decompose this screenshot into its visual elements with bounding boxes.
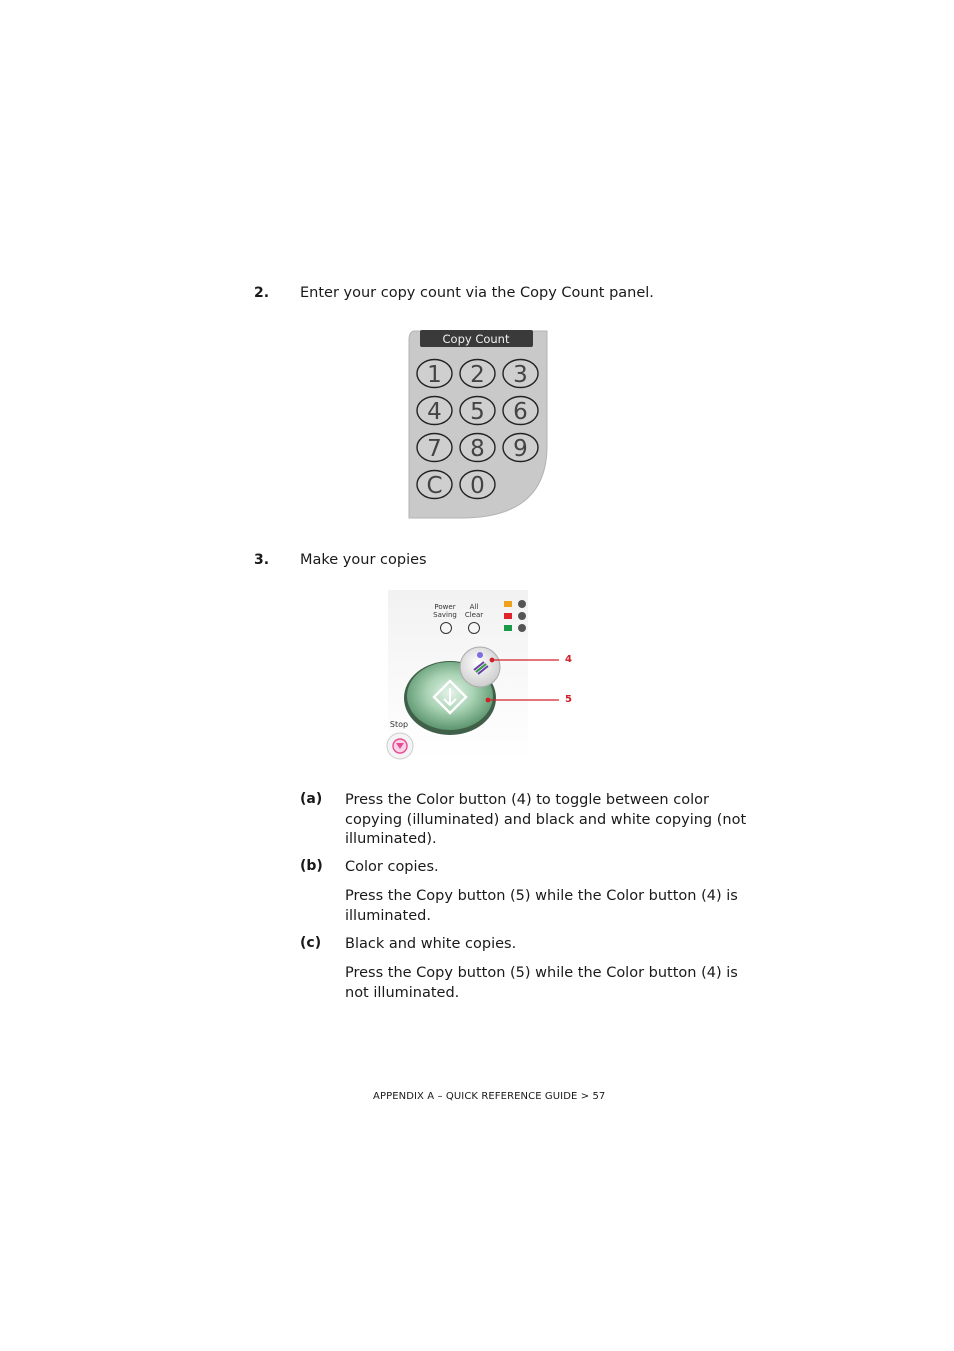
substep-b-detail: [345, 887, 738, 926]
svg-text:5: 5: [470, 399, 485, 425]
svg-text:8: 8: [470, 436, 485, 462]
keypad-key-clear[interactable]: [417, 471, 452, 500]
substep-c-detail-line: Press the Copy button (5) while the Color button (4) is: [345, 965, 738, 981]
substep-b-label: (b): [300, 858, 323, 874]
keypad-key-0[interactable]: [460, 471, 495, 500]
substep-b-detail-line: Press the Copy button (5) while the Color button (4) is: [345, 888, 738, 904]
svg-text:7: 7: [427, 436, 442, 462]
substep-a-label: (a): [300, 791, 323, 807]
status-icon-3: [518, 624, 526, 632]
copy-count-keypad: [405, 328, 551, 522]
svg-text:4: 4: [427, 399, 442, 425]
substep-c-text: Black and white copies.: [345, 936, 517, 952]
all-clear-label-line2: Clear: [464, 611, 484, 619]
keypad-title: Copy Count: [442, 332, 510, 346]
callout-5-label: 5: [565, 694, 572, 705]
svg-text:6: 6: [513, 399, 528, 425]
all-clear-button[interactable]: [469, 623, 480, 634]
keypad-key-6[interactable]: [503, 397, 538, 426]
keypad-key-5[interactable]: [460, 397, 495, 426]
power-saving-button[interactable]: [441, 623, 452, 634]
keypad-key-2[interactable]: [460, 360, 495, 389]
status-led-orange: [504, 601, 512, 607]
substep-a-line: copying (illuminated) and black and white copying (not: [345, 811, 747, 828]
keypad-key-9[interactable]: [503, 434, 538, 463]
all-clear-label-line1: All: [469, 603, 479, 611]
keypad-key-8[interactable]: [460, 434, 495, 463]
substep-c-detail-line: not illuminated.: [345, 984, 460, 1001]
step-3-number: 3.: [254, 552, 270, 568]
keypad-key-7[interactable]: [417, 434, 452, 463]
status-led-green: [504, 625, 512, 631]
substep-b-text: Color copies.: [345, 859, 439, 875]
svg-text:C: C: [426, 473, 443, 499]
substep-a-text: [345, 791, 746, 850]
keypad-key-1[interactable]: [417, 360, 452, 389]
svg-text:3: 3: [513, 362, 528, 388]
color-button-led: [477, 652, 483, 658]
page-footer: APPENDIX A – QUICK REFERENCE GUIDE > 57: [373, 1091, 606, 1102]
svg-text:0: 0: [470, 473, 485, 499]
svg-text:9: 9: [513, 436, 528, 462]
substep-c-label: (c): [300, 935, 322, 951]
svg-text:2: 2: [470, 362, 485, 388]
status-icon-2: [518, 612, 526, 620]
power-saving-label-line1: Power: [434, 603, 456, 611]
status-led-red: [504, 613, 512, 619]
callout-4-label: 4: [565, 654, 572, 665]
substep-b-detail-line: illuminated.: [345, 907, 431, 924]
stop-label: Stop: [389, 720, 409, 729]
copy-control-panel: [380, 590, 580, 765]
step-2-text: Enter your copy count via the Copy Count panel.: [300, 285, 654, 301]
substep-a-line: illuminated).: [345, 831, 437, 847]
keypad-key-3[interactable]: [503, 360, 538, 389]
status-icon-1: [518, 600, 526, 608]
svg-text:1: 1: [427, 362, 442, 388]
substep-a-line: Press the Color button (4) to toggle between color: [345, 792, 709, 808]
step-3-text: Make your copies: [300, 552, 427, 568]
power-saving-label-line2: Saving: [433, 611, 457, 619]
substep-c-detail: [345, 964, 738, 1003]
keypad-key-4[interactable]: [417, 397, 452, 426]
step-2-number: 2.: [254, 285, 270, 301]
